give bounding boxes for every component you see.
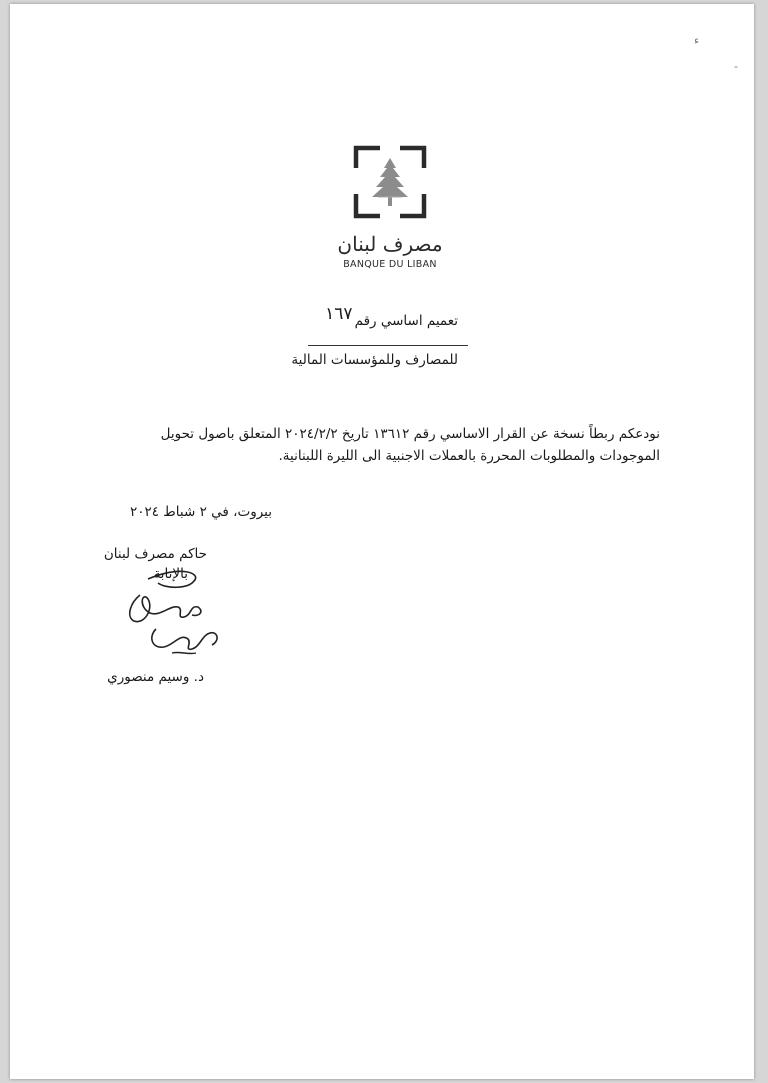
governor-name: د. وسيم منصوري (107, 669, 204, 685)
body-paragraph-line: نودعكم ربطاً نسخة عن القرار الاساسي رقم ١٣٦١٢ تاريخ ٢٠٢٤/٢/٢ المتعلق باصول تحويل (160, 426, 660, 442)
document-page (10, 4, 754, 1079)
governor-title: حاكم مصرف لبنان (103, 546, 207, 562)
scan-speck: - (734, 60, 738, 73)
bank-name-arabic: مصرف لبنان (337, 232, 443, 256)
deputy-label: بالإنابة (153, 566, 188, 582)
date-line: بيروت، في ٢ شباط ٢٠٢٤ (129, 504, 272, 520)
handwritten-signature-icon (118, 559, 228, 669)
title-underline (308, 345, 468, 346)
recipient: للمصارف وللمؤسسات المالية (291, 352, 458, 368)
circular-number: ١٦٧ (325, 304, 353, 324)
circular-title-text: تعميم اساسي رقم (354, 313, 458, 329)
bank-name-french: BANQUE DU LIBAN (343, 259, 437, 270)
cedar-frame-logo-icon (352, 144, 428, 220)
body-paragraph-line: الموجودات والمطلوبات المحررة بالعملات الاجنبية الى الليرة اللبنانية. (278, 448, 660, 464)
circular-title (325, 304, 458, 330)
scan-speck: ء (694, 34, 700, 47)
